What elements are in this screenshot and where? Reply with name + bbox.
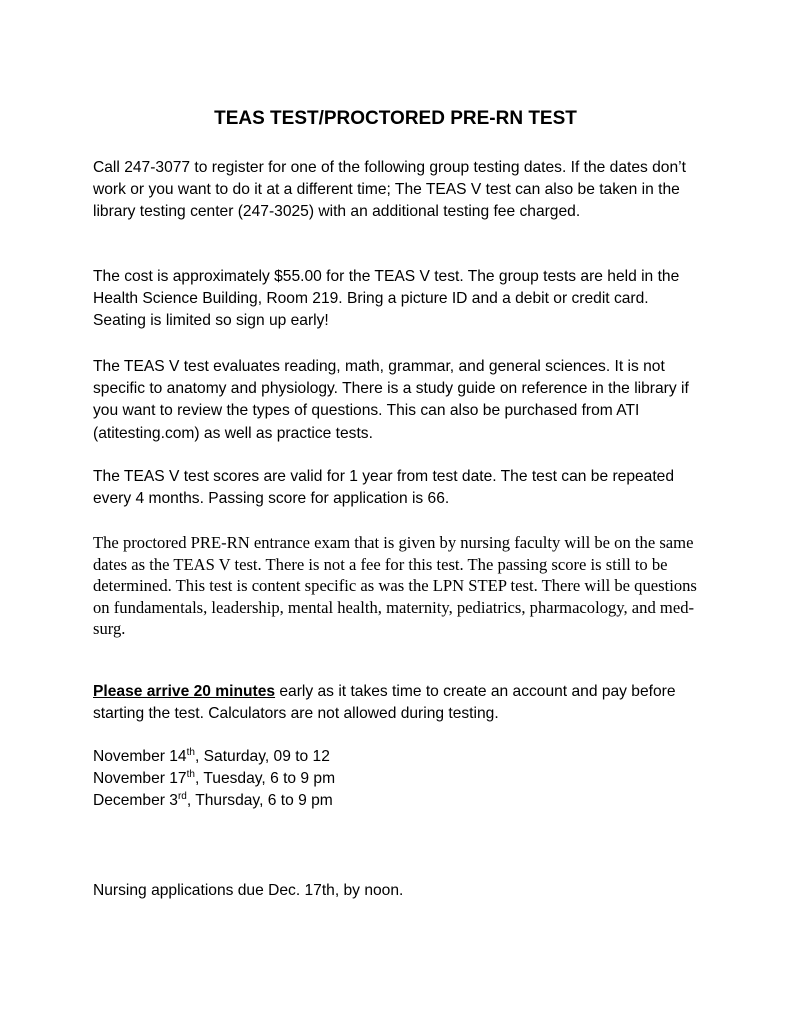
pre-rn-exam-paragraph: The proctored PRE-RN entrance exam that is given by nursing faculty will be on the same dates as the TEAS V test. There is not a fee for this test. The passing score is still to be determined. This test is content specific as was the LPN STEP test. There will be questions on fundamentals, leadership, mental health, maternity, pediatrics, pharmacology, and med-surg. (93, 533, 697, 639)
arrival-instructions: early as it takes time to create an account and pay before starting the test. Calculators are not allowed during testing. (93, 683, 676, 723)
scores-paragraph: The TEAS V test scores are valid for 1 year from test date. The test can be repeated every 4 months. Passing score for application is 66. (93, 468, 675, 508)
arrival-paragraph (93, 681, 703, 725)
test-content-paragraph: The TEAS V test evaluates reading, math, grammar, and general sciences. It is not specific to anatomy and physiology. There is a study guide on reference in the library if you want to review the types of questions. This can also be purchased from ATI (atitesting.com) as well as practice tests. (93, 358, 689, 442)
page-title: TEAS TEST/PROCTORED PRE-RN TEST (214, 107, 577, 129)
testing-date-item: December 3rd, Thursday, 6 to 9 pm (93, 791, 333, 810)
testing-date-item: November 14th, Saturday, 09 to 12 (93, 746, 330, 765)
applications-due-note: Nursing applications due Dec. 17th, by noon. (93, 882, 404, 899)
registration-paragraph: Call 247-3077 to register for one of the following group testing dates. If the dates don’t work or you want to do it at a different time; The TEAS V test can also be taken in the library testing center (247-3025) with an additional testing fee charged. (93, 159, 686, 221)
cost-paragraph: The cost is approximately $55.00 for the TEAS V test. The group tests are held in the Health Science Building, Room 219. Bring a picture ID and a debit or credit card. Seating is limited so sign up early! (93, 268, 680, 330)
testing-date-item: November 17th, Tuesday, 6 to 9 pm (93, 769, 336, 788)
arrival-emphasis: Please arrive 20 minutes (93, 683, 276, 700)
testing-dates-list (93, 746, 703, 813)
